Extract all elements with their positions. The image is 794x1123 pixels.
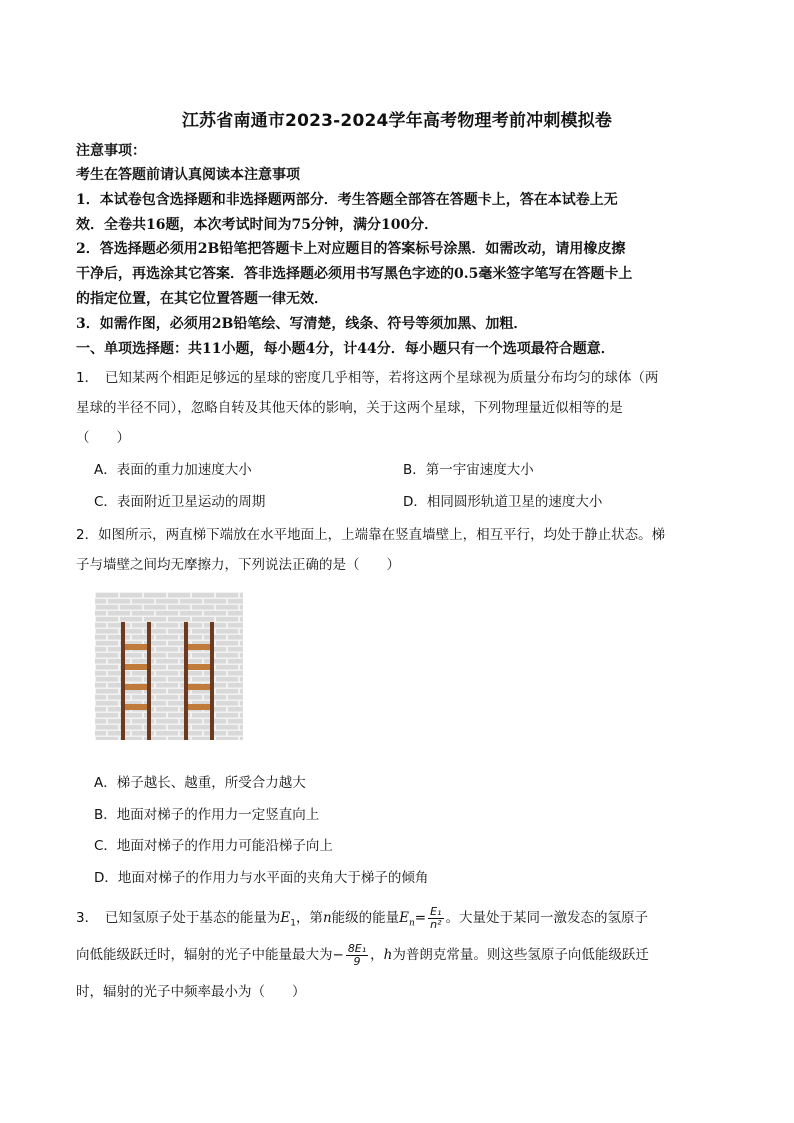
q1-option-d: D．相同圆形轨道卫星的速度大小 (403, 494, 603, 510)
q3-stem-line1 (76, 905, 716, 937)
q3-text-d: 。大量处于某同一激发态的氢原子 (445, 910, 648, 926)
q3-e1-subscript: 1 (290, 918, 296, 929)
q3-stem-line2 (76, 942, 716, 968)
q3-text-f: ， (370, 947, 384, 963)
q3-stem-line3: 时，辐射的光子中频率最小为（ ） (76, 984, 306, 1000)
q3-n-symbol: n (322, 910, 332, 926)
q1-stem-line1: 1． 已知某两个相距足够远的星球的密度几乎相等，若将这两个星球视为质量分布均匀的球体（两 (76, 370, 659, 386)
q2-option-c: C．地面对梯子的作用力可能沿梯子向上 (94, 838, 333, 854)
q2-option-b: B．地面对梯子的作用力一定竖直向上 (94, 807, 320, 823)
q3-energy-fraction (428, 906, 443, 931)
q2-option-a: A．梯子越长、越重，所受合力越大 (94, 775, 306, 791)
notice-item2-line2: 干净后，再选涂其它答案．答非选择题必须用书写黑色字迹的0.5毫米签字笔写在答题卡上 (76, 266, 633, 282)
q3-en-subscript: n (409, 918, 415, 929)
notice-item2-line1: 2．答选择题必须用2B铅笔把答题卡上对应题目的答案标号涂黑．如需改动，请用橡皮擦 (76, 241, 626, 257)
notice-heading: 注意事项： (76, 143, 146, 159)
q1-option-a: A．表面的重力加速度大小 (94, 462, 252, 478)
q1-option-c: C．表面附近卫星运动的周期 (94, 494, 266, 510)
section-heading: 一、单项选择题：共11小题，每小题4分，计44分．每小题只有一个选项最符合题意． (76, 341, 615, 357)
q3-text-b: ，第 (295, 910, 323, 926)
q3-fraction2-numerator: 8E₁ (347, 941, 367, 955)
q3-max-energy-fraction (346, 943, 368, 968)
ladders-figure (95, 592, 243, 740)
q2-stem-line2: 子与墙壁之间均无摩擦力，下列说法正确的是（ ） (76, 557, 400, 573)
q1-stem-line2: 星球的半径不同），忽略自转及其他天体的影响，关于这两个星球，下列物理量近似相等的是 (76, 400, 623, 416)
q3-text-g: 为普朗克常量。则这些氢原子向低能级跃迁 (392, 947, 649, 963)
notice-item3: 3．如需作图，必须用2B铅笔绘、写清楚，线条、符号等须加黑、加粗． (76, 316, 528, 332)
brick-wall (95, 592, 243, 740)
q3-fraction2-denominator: 9 (353, 954, 361, 968)
q3-text-a: 3． 已知氢原子处于基态的能量为 (76, 910, 281, 926)
q3-en-symbol: E (399, 910, 409, 926)
q3-fraction-numerator: E₁ (428, 906, 443, 919)
ladders-illustration (95, 592, 243, 740)
notice-item2-line3: 的指定位置，在其它位置答题一律无效． (76, 291, 328, 307)
q3-text-c: 能级的能量 (331, 910, 400, 926)
exam-title: 江苏省南通市2023-2024学年高考物理考前冲刺模拟卷 (181, 111, 613, 131)
q3-equals: = (414, 910, 427, 926)
notice-item1-line1: 1．本试卷包含选择题和非选择题两部分．考生答题全部答在答题卡上，答在本试卷上无 (76, 192, 618, 208)
q1-answer-blank: （ ） (76, 430, 130, 446)
q3-e1-symbol: E (280, 910, 291, 926)
q2-stem-line1: 2．如图所示，两直梯下端放在水平地面上，上端靠在竖直墙壁上，相互平行，均处于静止状态。梯 (76, 527, 666, 543)
q3-fraction-denominator: n² (430, 917, 442, 931)
q3-text-e: 向低能级跃迁时，辐射的光子中能量最大为− (76, 947, 344, 963)
notice-intro: 考生在答题前请认真阅读本注意事项 (76, 167, 300, 183)
q2-option-d: D．地面对梯子的作用力与水平面的夹角大于梯子的倾角 (94, 870, 429, 886)
q3-h-symbol: h (383, 947, 393, 963)
notice-item1-line2: 效．全卷共16题，本次考试时间为75分钟，满分100分． (76, 217, 439, 233)
q1-option-b: B．第一宇宙速度大小 (403, 462, 534, 478)
